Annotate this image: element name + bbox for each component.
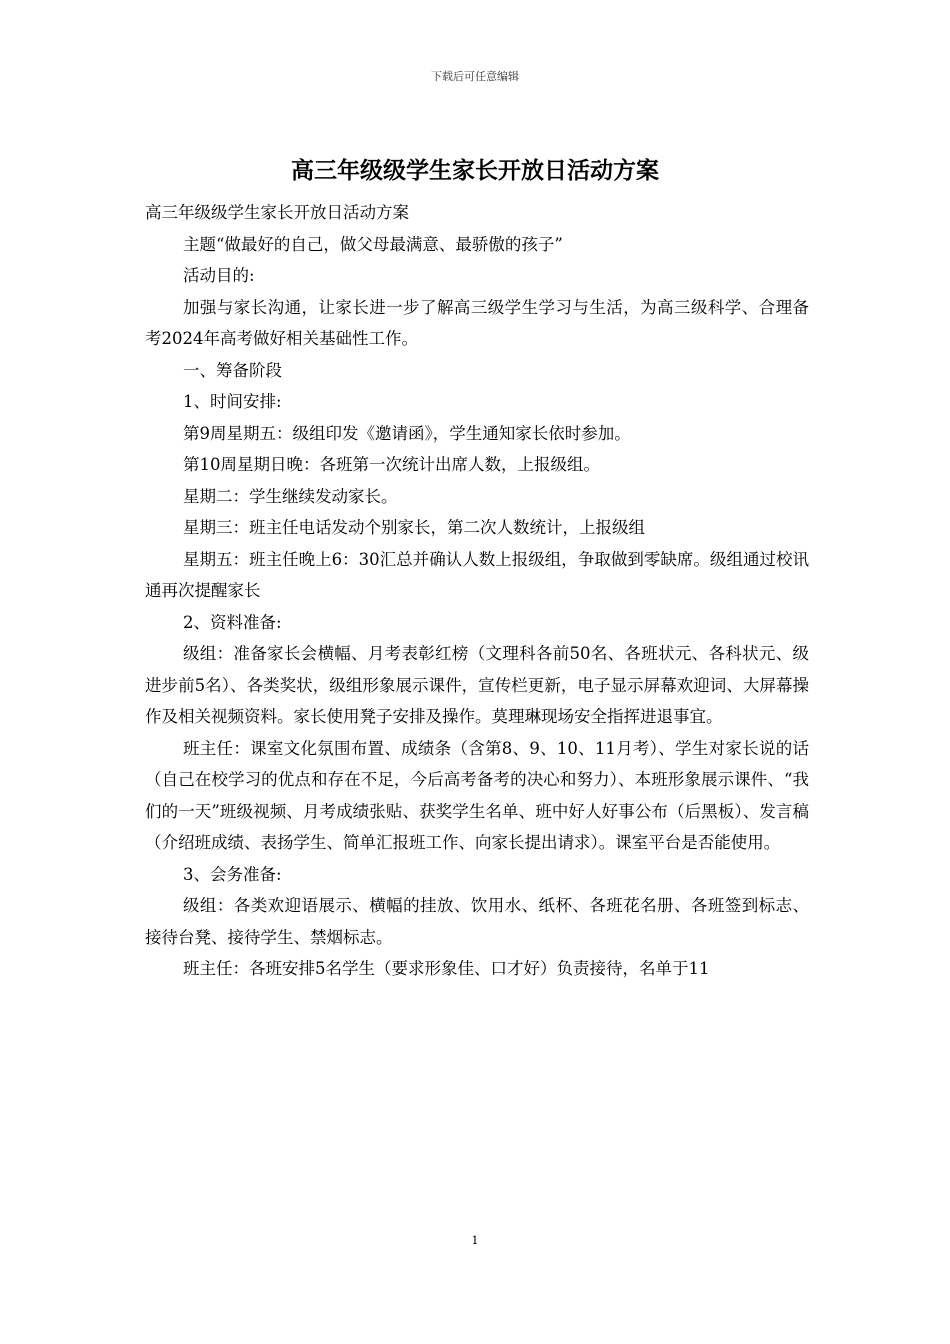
header-note: 下载后可任意编辑 [431,70,519,83]
subsection-heading: 1、时间安排: [183,392,282,411]
paragraph: 班主任：各班安排5名学生（要求形象佳、口才好）负责接待，名单于11 [183,959,710,978]
paragraph: 加强与家长沟通，让家长进一步了解高三级学生学习与生活，为高三级科学、合理备考2024年高考做好相关基础性工作。 [145,297,809,348]
paragraph: 主题“做最好的自己，做父母最满意、最骄傲的孩子” [183,234,563,254]
paragraph: 级组：各类欢迎语展示、横幅的挂放、饮用水、纸杯、各班花名册、各班签到标志、接待台凳、接待学生、禁烟标志。 [145,896,809,947]
page-number: 1 [471,1234,479,1247]
paragraph: 高三年级级学生家长开放日活动方案 [145,203,409,222]
paragraph: 级组：准备家长会横幅、月考表彰红榜（文理科各前50名、各班状元、各科状元、级进步前5名）、各类奖状，级组形象展示课件，宣传栏更新，电子显示屏幕欢迎词、大屏幕操作及相关视频资料。家长使用凳子安排及操作。莫理琳现场安全指挥进退事宜。 [145,644,809,726]
paragraph: 星期三：班主任电话发动个别家长，第二次人数统计，上报级组 [183,518,645,537]
paragraph: 星期二：学生继续发动家长。 [183,486,398,506]
section-heading: 一、筹备阶段 [183,360,282,380]
paragraph: 第9周星期五：级组印发《邀请函》，学生通知家长依时参加。 [183,423,631,443]
subsection-heading: 3、会务准备: [183,864,282,884]
paragraph: 星期五：班主任晚上6：30汇总并确认人数上报级组，争取做到零缺席。级组通过校讯通再次提醒家长 [145,549,809,600]
document-body [145,197,809,985]
paragraph: 班主任：课室文化氛围布置、成绩条（含第8、9、10、11月考）、学生对家长说的话（自己在校学习的优点和存在不足，今后高考备考的决心和努力）、本班形象展示课件、“我们的一天”班级视频、月考成绩张贴、获奖学生名单、班中好人好事公布（后黑板）、发言稿（介绍班成绩、表扬学生、简单汇报班工作、向家长提出请求）。课室平台是否能使用。 [145,738,809,852]
document-title: 高三年级级学生家长开放日活动方案 [291,158,659,184]
subsection-heading: 2、资料准备: [183,612,282,632]
paragraph: 第10周星期日晚：各班第一次统计出席人数，上报级组。 [183,455,600,474]
paragraph: 活动目的: [183,266,255,285]
